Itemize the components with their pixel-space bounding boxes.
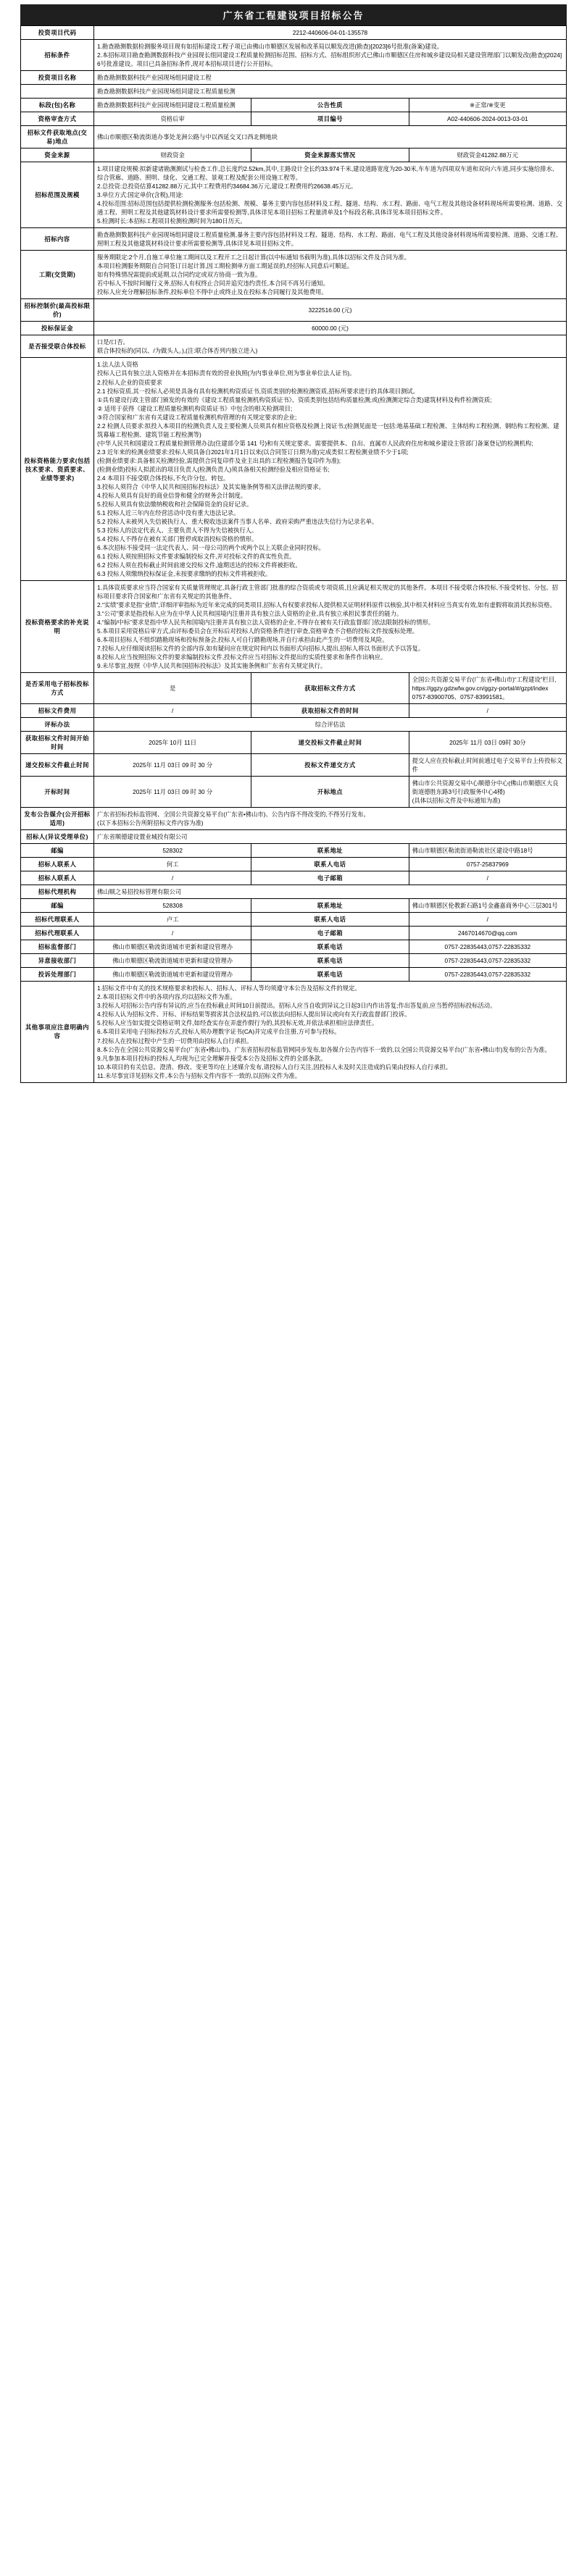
- label-submit-end: 递交投标文件截止时间: [21, 754, 94, 777]
- announcement-page: [0, 4, 587, 1083]
- value-get-doc-method: [409, 673, 566, 704]
- value-bid-content: [94, 228, 567, 251]
- label-e-bid-method: 是否采用电子招标投标方式: [21, 673, 94, 704]
- row-scope-scale: [21, 162, 567, 228]
- label-project-name: 投资项目名称: [21, 71, 94, 85]
- duration-line: 投标人应充分理解招标条件,投标单位不得中止或终止及在投标本合同履行及其他费用。: [97, 288, 328, 296]
- value-tenderer: 广东省顺德建设置业城投有限公司: [94, 830, 567, 844]
- value-qualification-req: [94, 358, 567, 580]
- scope-line: 2.总投资:总投资估算41282.88万元,其中工程费用约34684.36万元,建设工程费用约26638.45万元。: [97, 183, 357, 191]
- duration-line: 如有特殊情况需提前或延期,以合同约定或双方协商一致为准。: [97, 271, 262, 279]
- label-agency-phone: 联系人电话: [251, 913, 409, 927]
- qual-line: 2.1 投标资质,其一投标人必须是具备有具有检测机构资质证书,资质类别的检测检测资质,招标所要求进行的具体项目测试。: [97, 387, 419, 395]
- other-note-line: 5.投标人应当如实提交资格证明文件,如经查实存在弄虚作假行为的,其投标无效,并依法承担相应法律责任。: [97, 1019, 378, 1027]
- label-doc-end: 递交投标文件截止时间: [251, 732, 409, 754]
- qual-line: 1.法人法人资格: [97, 361, 138, 369]
- announcement-table: [20, 25, 567, 1083]
- other-note-line: 3.投标人对招标公告内容有异议的,应当在投标截止时间10日前提出。招标人应当自收到异议之日起3日内作出答复;作出答复前,应当暂停招标投标活动。: [97, 1002, 496, 1010]
- other-note-line: 8.本公告在全国公共资源交易平台(广东省•佛山市)、广东省招标投标监管网同步发布,如各媒介公告内容不一致的,以全国公共资源交易平台(广东省•佛山市)发布的公告为准。: [97, 1045, 551, 1053]
- value-contact-email-left: /: [94, 871, 251, 885]
- label-doc-fee-note: 获取招标文件的时间: [251, 704, 409, 718]
- announce-media-note: (以下本招标公告所附招标文件内容为准): [97, 819, 204, 827]
- value-agency: 佛山顺之易招投标管理有限公司: [94, 885, 567, 899]
- label-review-method: 评标办法: [21, 718, 94, 732]
- qual-line: 6.3 投标人须缴纳投标保证金,未按要求缴纳的投标文件将被拒收。: [97, 569, 272, 577]
- scope-line: 4.投标范围:招标范围包括提供检测检测服务:包括检测、规模、暴务主要内容包括材料及工程、隧道、结构、水工程、路面、电气工程及其他设备材料现场所需要检测、道路、交通工程、照明工程及其他建筑材料设计要求所需要检测等,具体详见本项目招标工程量清单及1个标段名称,具体详见本项目招标文件。: [97, 200, 563, 217]
- value-scope-scale: [94, 162, 567, 228]
- label-project-number: 项目编号: [251, 112, 409, 126]
- row-bid-content: [21, 228, 567, 251]
- label-tender-name: 标段(包)名称: [21, 99, 94, 112]
- label-postcode: 邮编: [21, 844, 94, 858]
- bid-condition-1: 1.勘查勘测数据检测服务项目现有如招标建设工程子项已由佛山市顺德区发展和改革局以顺发改进(勘查)[2023]6号批准(备案)建设。: [97, 43, 444, 51]
- value-agency-address: 佛山市顺德区伦教新石路1号金鑫嘉商务中心三层301号: [409, 899, 566, 913]
- label-joint-bid: 是否接受联合体投标: [21, 335, 94, 358]
- row-tender-name-line: [21, 85, 567, 99]
- qual-line: 2.投标人企业的资质要求: [97, 378, 162, 386]
- qual-line: 5.2 投标人未被列入失信被执行人、重大税收违法案件当事人名单、政府采购严重违法失信行为记录名单。: [97, 517, 378, 525]
- value-bid-conditions: [94, 40, 567, 71]
- label-get-doc-method: 获取招标文件方式: [251, 673, 409, 704]
- other-note-line: 10.本项目的有关信息、澄清、修改、变更等均在上述媒介发布,请投标人自行关注,因投标人未及时关注造成的后果由投标人自行承担。: [97, 1063, 452, 1071]
- page-title: 广东省工程建设项目招标公告: [20, 4, 567, 25]
- priority-line: 5.本项目采用资格后审方式,由评标委员会在开标后对投标人的资格条件进行审查,资格审查不合格的投标文件按废标处理。: [97, 627, 418, 635]
- qual-line: 6.本次招标不接受同一法定代表人、同一母公司的两个或两个以上关联企业同时投标。: [97, 543, 325, 551]
- value-fund-source: 财政资金: [94, 149, 251, 162]
- value-bid-doc-method: 提交人应在投标截止时间前通过电子交易平台上传投标文件: [409, 754, 566, 777]
- row-agency-contact: [21, 913, 567, 927]
- get-doc-phone: 0757-83900705、0757-83991581。: [412, 693, 509, 701]
- value-bid-doc-place: 佛山市顺德区勒流街道办事处龙洲公路与中以西延交叉口西北侧地块: [94, 126, 567, 149]
- label-agency-contact: 招标代理联系人: [21, 913, 94, 927]
- value-doc-fee-slash: /: [409, 704, 566, 718]
- priority-line: 7.投标人应仔细阅读招标文件的全部内容,如有疑问应在规定时间内以书面形式向招标人提出,招标人将以书面形式予以答复。: [97, 644, 425, 652]
- value-agency-postcode: 528308: [94, 899, 251, 913]
- label-bid-conditions: 招标条件: [21, 40, 94, 71]
- row-tenderer: [21, 830, 567, 844]
- get-doc-line: 全国公共资源交易平台(广东省•佛山市)“工程建设”栏目,: [412, 676, 557, 684]
- qual-line: 5.3 投标人的法定代表人、主要负责人不得为失信被执行人。: [97, 526, 258, 534]
- label-other-notes: 其他事项应注意明确内容: [21, 982, 94, 1082]
- value-bid-bond: 60000.00 (元): [94, 322, 567, 335]
- value-priority-note: [94, 580, 567, 672]
- label-bid-content: 招标内容: [21, 228, 94, 251]
- row-supervisor: [21, 940, 567, 954]
- value-announce-media: [94, 808, 567, 830]
- value-tenderer-address: 佛山市顺德区勒流街道勒流社区建设中路18号: [409, 844, 566, 858]
- label-control-price: 招标控制价(最高投标限价): [21, 299, 94, 322]
- label-complaint-phone: 联系电话: [251, 954, 409, 968]
- row-agency: [21, 885, 567, 899]
- row-qualification-req: [21, 358, 567, 580]
- row-contact-email: [21, 871, 567, 885]
- value-agency-contact-person: /: [94, 927, 251, 940]
- row-control-price: [21, 299, 567, 322]
- priority-line: 3.“公司”要求是指投标人应为在中华人民共和国境内注册并具有独立法人资格的企业,具有独立承担民事责任的能力。: [97, 609, 403, 617]
- row-priority-note: [21, 580, 567, 672]
- qual-line: (中华人民共和国建设工程质量检测管理办法(住建部令第 141 号)和有关规定要求。需要提供本、自出、直属市人民政府住房和城乡建设主管部门备案登记的检测机构;: [97, 439, 533, 447]
- duration-line: 服务期限定:2个月,自施工单位施工期间以及工程开工之日起计算(以中标通知书载明为准),具体以招标文件及合同为准。: [97, 254, 410, 262]
- value-contact-person: 何工: [94, 858, 251, 871]
- label-supervisor-phone: 联系电话: [251, 940, 409, 954]
- label-agency-postcode: 邮编: [21, 899, 94, 913]
- qual-line: ② 适用于获得《建设工程质量检测机构资质证书》中包含的相关检测项目;: [97, 404, 293, 412]
- value-project-number: A02-440606-2024-0013-03-01: [409, 112, 566, 126]
- qual-line: (检测业绩要求:具备相关检测经验,需提供合同复印件及业主出具的工程检测报告复印件为准);: [97, 456, 341, 464]
- priority-line: 2.“实绩”要求是指“业绩”,详细评审指标为近年来完成的同类项目,招标人有权要求投标人提供相关证明材料原件以核验,其中相关材料应当真实有效,如有虚假将取消其投标资格。: [97, 601, 556, 609]
- qual-line: (检测业绩)投标人拟派出的项目负责人(检测负责人)须具备相关检测经验及相应资格证书;: [97, 465, 330, 473]
- label-qualification-req: 投标资格能力要求(包括技术要求、资质要求、业绩等要求): [21, 358, 94, 580]
- other-note-line: 9.凡参加本项目投标的投标人,均视为已完全理解并接受本公告及招标文件的全部条款。: [97, 1054, 327, 1062]
- other-note-line: 4.投标人认为招标文件、开标、评标结果等损害其合法权益的,可以依法向招标人提出异议或向有关行政监督部门投诉。: [97, 1011, 411, 1019]
- joint-bid-line: 联合体投标的(同以、/为做头人。),(注:联合体否列内独立进入): [97, 347, 258, 355]
- bid-content-line: 勘查勘测数据科技产业园现场组同建设工程质量检测,暴务主要内容包括材料及工程、隧道、结构、水工程、路面、电气工程及其他设备材料现场所需要检测、道路、交通工程、照明工程及其他建筑材料设计要求所需要检测等,具体详见本项目招标文件。: [97, 231, 562, 248]
- priority-line: 9.未尽事宜,按照《中华人民共和国招标投标法》及其实施条例和广东省有关规定执行。: [97, 662, 327, 669]
- row-fund-source: [21, 149, 567, 162]
- value-other-notes: [94, 982, 567, 1082]
- qual-line: 5.投标人须具有依法缴纳税收和社会保障资金的良好记录。: [97, 500, 253, 508]
- row-announce-media: [21, 808, 567, 830]
- qual-line: ③符合国家和广东省有关建设工程质量检测机构管理的有关规定要求的企业;: [97, 413, 297, 421]
- label-announce-media: 发布公告媒介(公开招标适用): [21, 808, 94, 830]
- label-doc-fee: 招标文件费用: [21, 704, 94, 718]
- row-open-time: [21, 777, 567, 808]
- label-contact-person: 招标人联系人: [21, 858, 94, 871]
- label-open-time: 开标时间: [21, 777, 94, 808]
- other-note-line: 1.招标文件中有关的技术规格要求和投标人、招标人、评标人等均须遵守本公告及招标文件的规定。: [97, 984, 361, 992]
- row-bid-doc-place: [21, 126, 567, 149]
- value-bid-nature: ※正常/※变更: [409, 99, 566, 112]
- row-bid-bond: [21, 322, 567, 335]
- row-qualification-method: [21, 112, 567, 126]
- open-place-line: 佛山市公共资源交易中心顺德分中心(佛山市顺德区大良街道德胜东路3号行政服务中心4楼): [412, 779, 559, 796]
- label-tenderer-address: 联系地址: [251, 844, 409, 858]
- value-duration: [94, 251, 567, 299]
- priority-line: 8.投标人应当按照招标文件的要求编制投标文件,投标文件应当对招标文件提出的实质性要求和条件作出响应。: [97, 653, 387, 661]
- value-joint-bid: [94, 335, 567, 358]
- open-place-note: (具体以招标文件及中标通知为准): [412, 797, 501, 805]
- row-bid-conditions: [21, 40, 567, 71]
- priority-line: 4.“编制/中标”要求是指中华人民共和国境内注册并具有独立法人资格的企业,不得存在被有关行政监督部门依法限制投标的情形。: [97, 618, 435, 626]
- value-contact-phone: 0757-25837969: [409, 858, 566, 871]
- label-priority-note: 投标资格要求的补充说明: [21, 580, 94, 672]
- submit-end-time: 09 时 30 分: [182, 761, 213, 769]
- duration-line: 若中标人不按时间履行义务,招标人有权终止合同并追究违约责任,本合同不再另行通知。: [97, 280, 329, 288]
- label-duration: 工期(交货期): [21, 251, 94, 299]
- row-doc-start: [21, 732, 567, 754]
- scope-line: 1.项目建设规模:拟新建诸勘测测试与检查工作,总长度约2.52km,其中,主路设计全长约33.974千米,建设道路宽度为20-30米,车车道为四项双车道和双向六车道,同步实施给排水、综合管廊、道路、照明、绿化、交通工程、景观工程及配套公用设施工程等。: [97, 165, 559, 182]
- scope-line: 5.检测时长:本招标工程项目检测检测时间为180日历天。: [97, 217, 246, 225]
- label-fund-status: 资金来源落实情况: [251, 149, 409, 162]
- row-postcode: [21, 844, 567, 858]
- row-contact-person: [21, 858, 567, 871]
- value-tender-package: 勘查勘测数据科技产业园现场组同建设工程质量检测: [94, 99, 251, 112]
- label-supervisor: 招标监督部门: [21, 940, 94, 954]
- label-complaint-handle-phone: 联系电话: [251, 968, 409, 982]
- label-doc-start: 获取招标文件时间开始时间: [21, 732, 94, 754]
- row-complaint-dept: [21, 954, 567, 968]
- value-postcode: 528302: [94, 844, 251, 858]
- label-fund-source: 资金来源: [21, 149, 94, 162]
- value-open-place: [409, 777, 566, 808]
- value-complaint-handle-phone: 0757-22835443,0757-22835332: [409, 968, 566, 982]
- label-bid-nature: 公告性质: [251, 99, 409, 112]
- label-complaint-dept: 异意接收部门: [21, 954, 94, 968]
- row-project-code: [21, 26, 567, 40]
- label-scope-scale: 招标范围及规模: [21, 162, 94, 228]
- duration-line: 本项目检测服务期限自合同签订日起计算,因工期检测单方面工期延误的,经招标人同意后可顺延。: [97, 262, 354, 270]
- value-control-price: 3222516.00 (元): [94, 299, 567, 322]
- row-duration: [21, 251, 567, 299]
- label-tenderer: 招标人(异议受理单位): [21, 830, 94, 844]
- qual-line: 6.1 投标人须按照招标文件要求编制投标文件,并对投标文件的真实性负责。: [97, 552, 296, 560]
- value-submit-end: [94, 754, 251, 777]
- open-clock: 09 时 30 分: [182, 788, 213, 796]
- label-agency-address: 联系地址: [251, 899, 409, 913]
- value-complaint-handle: 佛山市顺德区勒流街道城市更新和建设管理办: [94, 968, 251, 982]
- row-agency-postcode: [21, 899, 567, 913]
- row-agency-email: [21, 927, 567, 940]
- value-e-bid-method: 是: [94, 673, 251, 704]
- other-note-line: 6.本项目采用电子招标投标方式,投标人须办理数字证书(CA)并完成平台注册,方可参与投标。: [97, 1028, 341, 1036]
- value-project-code: 2212-440606-04-01-135578: [94, 26, 567, 40]
- label-open-place: 开标地点: [251, 777, 409, 808]
- label-agency-contact-person: 招标代理联系人: [21, 927, 94, 940]
- other-note-line: 11.未尽事宜详见招标文件,本公告与招标文件内容不一致的,以招标文件为准。: [97, 1071, 301, 1079]
- qual-line: ①具有建设行政主管部门颁发的有效的《建设工程质量检测机构资质证书》、资质类别包括结构质量检测;或(检测测定综合类)建筑材料及构件检测资质;: [97, 396, 492, 403]
- label-contact-phone: 联系人电话: [251, 858, 409, 871]
- scope-line: 3.单位方式:国定单价(含税),用途:: [97, 191, 183, 199]
- value-doc-start: 2025年 10月 11日: [94, 732, 251, 754]
- row-tender-package: [21, 99, 567, 112]
- priority-line: 1.具体资质要求应当符合国家有关质量管理规定,具备行政主管部门批准的综合资质或专项资质,且应满足相关规定的其他条件。本项目不接受联合体投标,不接受转包、分包。招标项目要求符合国家和广东省有关规定的其他条件。: [97, 583, 559, 600]
- row-submit-end: [21, 754, 567, 777]
- value-agency-email[interactable]: 2467014670@qq.com: [409, 927, 566, 940]
- label-agency-email: 电子邮箱: [251, 927, 409, 940]
- value-review-method: 综合评估法: [94, 718, 567, 732]
- label-project-code: 投资项目代码: [21, 26, 94, 40]
- announce-media-line: 广东省招标投标监管网、全国公共资源交易平台(广东省•佛山市)、公告内容不得改变的,不得另行发布。: [97, 811, 370, 819]
- label-bid-bond: 投标保证金: [21, 322, 94, 335]
- qual-line: 2.3 近年来的检测业绩要求:投标人须具备自2021年1月1日以来(以合同签订日期为准)完成类似工程检测业绩不少于1项;: [97, 448, 409, 456]
- value-doc-fee: /: [94, 704, 251, 718]
- qual-line: 3.投标人须符合《中华人民共和国招标投标法》及其实施条例等相关法律法规的要求。: [97, 482, 325, 490]
- qual-line: 5.1 投标人近三年内在经营活动中没有重大违法记录。: [97, 509, 240, 517]
- value-tender-name-line: 勘查勘测数据科技产业园现场组同建设工程质量检测: [94, 85, 567, 99]
- row-doc-fee: [21, 704, 567, 718]
- row-project-name: [21, 71, 567, 85]
- value-open-time: [94, 777, 251, 808]
- qual-line: 4.投标人须具有良好的商业信誉和健全的财务会计制度。: [97, 491, 247, 499]
- other-note-line: 7.投标人在投标过程中产生的一切费用由投标人自行承担。: [97, 1037, 253, 1045]
- qual-line: 5.4 投标人不得存在被有关部门暂停或取消投标资格的情形。: [97, 535, 258, 543]
- value-supervisor-phone: 0757-22835443,0757-22835332: [409, 940, 566, 954]
- qual-line: 2.2 检测人员要求:拟投入本项目的检测负责人及主要检测人员须具有相应资格及检测上岗证书;(检测见面是一包括:地基基础工程检测、主体结构工程检测、钢结构工程检测、建筑幕墙工程检测、建筑节能工程检测等): [97, 422, 559, 438]
- value-contact-email: /: [409, 871, 566, 885]
- row-review-method: [21, 718, 567, 732]
- label-agency: 招标代理机构: [21, 885, 94, 899]
- row-joint-bid: [21, 335, 567, 358]
- label-bid-doc-method: 投标文件递交方式: [251, 754, 409, 777]
- value-project-name: 勘查勘测数据科技产业园现场组同建设工程: [94, 71, 567, 85]
- other-note-line: 2.本项目招标文件中的各项内容,均以招标文件为准。: [97, 993, 236, 1001]
- joint-bid-line: 口是/口否。: [97, 338, 129, 346]
- label-contact-email-left: 招标人联系人: [21, 871, 94, 885]
- value-complaint-phone: 0757-22835443,0757-22835332: [409, 954, 566, 968]
- open-date: 2025年 11月 03日: [133, 788, 180, 796]
- qual-line: 投标人已具有独立法人资格并在本招标责有效的营业执照(为内事业单位,则为事业单位法人证书)。: [97, 369, 356, 377]
- row-e-bid-method: [21, 673, 567, 704]
- value-fund-amount: 财政资金41282.88万元: [409, 149, 566, 162]
- qual-line: 2.4 本项目不接受联合体投标,不允许分包、转包。: [97, 474, 230, 482]
- value-agency-contact: 卢工: [94, 913, 251, 927]
- submit-end-date: 2025年 11月 03日: [133, 761, 180, 769]
- value-doc-end: 2025年 11月 03日 09时 30分: [409, 732, 566, 754]
- value-complaint-dept: 佛山市顺德区勒流街道城市更新和建设管理办: [94, 954, 251, 968]
- row-other-notes: [21, 982, 567, 1082]
- get-doc-url[interactable]: https://ggzy.gdzwfw.gov.cn/ggzy-portal/#/gzpt/index: [412, 685, 549, 693]
- bid-condition-2: 2.本招标项目勘查勘测数据科技产业园现长组同建设工程质量检测招标范围、招标方式、招标组织形式已佛山市顺德区住房和城乡建设局相关建设管理部门以顺发改(勘查)[2024]6号批准建设。项目已具备招标条件,现对本招标项目进行公开招标。: [97, 51, 562, 68]
- row-complaint-handle: [21, 968, 567, 982]
- priority-line: 6.本项目招标人不组织踏勘现场和投标预备会,投标人可自行踏勘现场,并自行承担由此产生的一切费用及风险。: [97, 635, 388, 643]
- qual-line: 6.2 投标人须在投标截止时间前递交投标文件,逾期送达的投标文件将被拒收。: [97, 561, 301, 569]
- label-qualification-method: 资格审查方式: [21, 112, 94, 126]
- label-tender-name-line: [21, 85, 94, 99]
- label-bid-doc-place: 招标文件获取地点(交易)地点: [21, 126, 94, 149]
- label-contact-email: 电子邮箱: [251, 871, 409, 885]
- value-qualification-method: 资格后审: [94, 112, 251, 126]
- value-supervisor: 佛山市顺德区勒流街道城市更新和建设管理办: [94, 940, 251, 954]
- label-complaint-handle: 投诉处理部门: [21, 968, 94, 982]
- value-agency-phone: /: [409, 913, 566, 927]
